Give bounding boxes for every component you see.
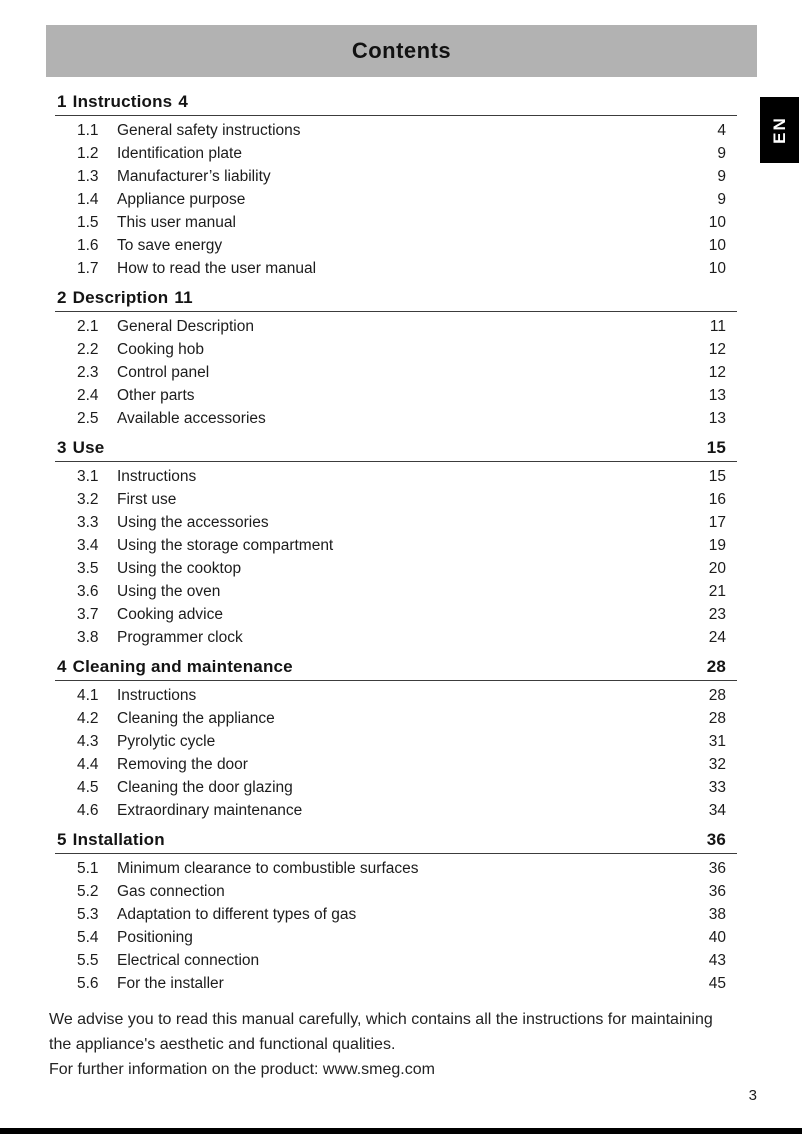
- toc-section-heading: [55, 828, 737, 854]
- toc-entry-number: 1.1: [77, 122, 99, 139]
- toc-entry-title: To save energy: [117, 237, 223, 254]
- toc-entry: [55, 684, 737, 707]
- toc-entry-title: Adaptation to different types of gas: [117, 906, 357, 923]
- toc-entry: [55, 384, 737, 407]
- toc-entry-title: Electrical connection: [117, 952, 260, 969]
- toc-entry: [55, 776, 737, 799]
- toc-entry: [55, 488, 737, 511]
- toc-entry: [55, 338, 737, 361]
- toc-entry-page: 28: [708, 687, 726, 704]
- toc-entry-number: 3.8: [77, 629, 99, 646]
- toc-entry: [55, 165, 737, 188]
- toc-entry-number: 4.1: [77, 687, 99, 704]
- footer-info-text: For further information on the product: www.smeg.com: [49, 1061, 435, 1078]
- toc-section-heading-text: [55, 828, 165, 851]
- toc-section-title: Installation: [72, 830, 165, 849]
- toc-entry-number: 3.2: [77, 491, 99, 508]
- toc-entry-title: Programmer clock: [117, 629, 243, 646]
- toc-entry-number: 1.4: [77, 191, 99, 208]
- toc-entry-title: Appliance purpose: [117, 191, 246, 208]
- toc-entry-page: 16: [708, 491, 726, 508]
- toc-section-title: Instructions: [72, 92, 173, 111]
- toc-entry-number: 3.4: [77, 537, 99, 554]
- toc-entry: [55, 119, 737, 142]
- toc-entry-page: 10: [708, 260, 726, 277]
- toc-section: [55, 436, 737, 649]
- toc-entry-page: 19: [708, 537, 726, 554]
- toc-section-page: 15: [706, 438, 726, 457]
- toc-entry-number: 5.4: [77, 929, 99, 946]
- toc-entry-page: 12: [708, 341, 726, 358]
- toc-entry: [55, 257, 737, 280]
- toc-entry-title: Cleaning the door glazing: [117, 779, 293, 796]
- toc-section-items: [55, 854, 737, 995]
- toc-entry-number: 2.2: [77, 341, 99, 358]
- toc-section-heading: [55, 90, 737, 116]
- toc-entry-page: 36: [708, 860, 726, 877]
- toc-entry-page: 9: [717, 168, 726, 185]
- toc-entry: [55, 361, 737, 384]
- toc-entry-number: 2.4: [77, 387, 99, 404]
- toc-entry-title: General Description: [117, 318, 254, 335]
- toc-entry-page: 43: [708, 952, 726, 969]
- toc-entry-number: 3.3: [77, 514, 99, 531]
- toc-entry-number: 4.2: [77, 710, 99, 727]
- toc-section-title: Use: [72, 438, 105, 457]
- toc-entry-title: Other parts: [117, 387, 195, 404]
- toc-entry-page: 21: [708, 583, 726, 600]
- toc-entry-page: 40: [708, 929, 726, 946]
- toc-section-items: [55, 681, 737, 822]
- toc-entry-page: 4: [717, 122, 726, 139]
- toc-entry: [55, 707, 737, 730]
- toc-section-number: 5: [57, 830, 67, 849]
- toc-section-heading: [55, 286, 737, 312]
- toc-section-items: [55, 462, 737, 649]
- toc-entry-number: 3.6: [77, 583, 99, 600]
- toc-entry-title: Cooking advice: [117, 606, 223, 623]
- toc-entry: [55, 188, 737, 211]
- toc-entry-page: 38: [708, 906, 726, 923]
- toc-entry-number: 4.4: [77, 756, 99, 773]
- toc-entry: [55, 857, 737, 880]
- contents-header-banner: [46, 25, 757, 77]
- toc-entry-page: 13: [708, 387, 726, 404]
- toc-entry: [55, 626, 737, 649]
- toc-entry-page: 12: [708, 364, 726, 381]
- toc-section-page: 4: [178, 92, 188, 111]
- toc-entry-number: 1.3: [77, 168, 99, 185]
- toc-entry: [55, 730, 737, 753]
- toc-entry-number: 3.7: [77, 606, 99, 623]
- toc-section-heading-text: [55, 286, 193, 309]
- toc-section-items: [55, 312, 737, 430]
- toc-entry: [55, 234, 737, 257]
- toc-section-number: 1: [57, 92, 67, 111]
- toc-entry-number: 5.6: [77, 975, 99, 992]
- toc-entry-page: 15: [708, 468, 726, 485]
- toc-entry-page: 23: [708, 606, 726, 623]
- toc-entry-page: 20: [708, 560, 726, 577]
- toc-entry-page: 10: [708, 214, 726, 231]
- toc-entry-title: Using the accessories: [117, 514, 269, 531]
- toc-entry-page: 28: [708, 710, 726, 727]
- toc-entry-number: 1.2: [77, 145, 99, 162]
- toc-entry-number: 1.5: [77, 214, 99, 231]
- toc-section-title: Cleaning and maintenance: [72, 657, 293, 676]
- toc-section-page: 36: [706, 830, 726, 849]
- toc-entry-number: 5.1: [77, 860, 99, 877]
- toc-section-heading: [55, 436, 737, 462]
- toc-entry: [55, 315, 737, 338]
- toc-section-heading-text: [55, 436, 104, 459]
- toc-entry: [55, 603, 737, 626]
- toc-entry: [55, 211, 737, 234]
- toc-entry-title: General safety instructions: [117, 122, 301, 139]
- toc-entry-number: 2.3: [77, 364, 99, 381]
- toc-entry: [55, 142, 737, 165]
- language-tab-label: EN: [769, 116, 789, 144]
- toc-entry-title: Pyrolytic cycle: [117, 733, 216, 750]
- language-tab: [760, 97, 799, 163]
- toc-entry-number: 5.5: [77, 952, 99, 969]
- toc-section-page: 11: [174, 288, 193, 307]
- toc-entry-title: For the installer: [117, 975, 224, 992]
- toc-entry-number: 4.3: [77, 733, 99, 750]
- toc-entry-title: Extraordinary maintenance: [117, 802, 303, 819]
- toc-entry-page: 36: [708, 883, 726, 900]
- toc-entry: [55, 753, 737, 776]
- toc-section-items: [55, 116, 737, 280]
- toc-entry: [55, 580, 737, 603]
- toc-entry-title: Cleaning the appliance: [117, 710, 275, 727]
- page-title: Contents: [351, 38, 452, 63]
- toc-entry-page: 10: [708, 237, 726, 254]
- toc-entry-title: Instructions: [117, 687, 197, 704]
- toc-entry-title: This user manual: [117, 214, 236, 231]
- toc-entry-page: 24: [708, 629, 726, 646]
- toc-section-title: Description: [72, 288, 169, 307]
- toc-entry-title: Positioning: [117, 929, 193, 946]
- toc-entry-title: Using the cooktop: [117, 560, 242, 577]
- toc-entry-title: Manufacturer’s liability: [117, 168, 271, 185]
- footer-advice-text: We advise you to read this manual carefully, which contains all the instructions for maintaining the appliance's aesthetic and functional qualities.: [49, 1011, 713, 1053]
- toc-entry-page: 17: [708, 514, 726, 531]
- toc-entry-number: 1.6: [77, 237, 99, 254]
- toc-entry-number: 5.3: [77, 906, 99, 923]
- toc-entry-title: Cooking hob: [117, 341, 205, 358]
- toc-entry: [55, 949, 737, 972]
- toc-entry-number: 2.5: [77, 410, 99, 427]
- toc-entry-page: 9: [717, 145, 726, 162]
- toc-entry-title: Using the oven: [117, 583, 221, 600]
- toc-entry-page: 11: [709, 318, 726, 335]
- toc-entry-title: Identification plate: [117, 145, 242, 162]
- toc-entry-number: 2.1: [77, 318, 99, 335]
- toc-entry-title: How to read the user manual: [117, 260, 317, 277]
- toc-entry-title: Minimum clearance to combustible surfaces: [117, 860, 419, 877]
- toc-section: [55, 286, 737, 430]
- toc-section: [55, 90, 737, 280]
- toc-entry-title: Using the storage compartment: [117, 537, 334, 554]
- bottom-edge-bar: [0, 1128, 802, 1134]
- toc-entry: [55, 903, 737, 926]
- toc-entry-page: 31: [708, 733, 726, 750]
- toc-entry-title: Available accessories: [117, 410, 266, 427]
- toc-entry-page: 33: [708, 779, 726, 796]
- toc-entry-number: 4.5: [77, 779, 99, 796]
- toc-entry-page: 9: [717, 191, 726, 208]
- toc-entry-page: 32: [708, 756, 726, 773]
- toc-entry: [55, 972, 737, 995]
- toc-entry: [55, 557, 737, 580]
- toc-section-heading-text: [55, 655, 293, 678]
- toc-entry-title: Instructions: [117, 468, 197, 485]
- toc: [55, 90, 737, 1001]
- toc-entry-title: First use: [117, 491, 177, 508]
- toc-section-number: 2: [57, 288, 67, 307]
- toc-entry-title: Removing the door: [117, 756, 248, 773]
- toc-entry-page: 34: [708, 802, 726, 819]
- toc-section-heading-text: [55, 90, 188, 113]
- toc-section-number: 4: [57, 657, 67, 676]
- toc-entry-page: 13: [708, 410, 726, 427]
- footer: [49, 1007, 714, 1082]
- toc-entry: [55, 511, 737, 534]
- toc-entry-title: Control panel: [117, 364, 210, 381]
- toc-entry-title: Gas connection: [117, 883, 225, 900]
- page-number: 3: [748, 1087, 757, 1104]
- toc-entry-page: 45: [708, 975, 726, 992]
- toc-entry: [55, 799, 737, 822]
- toc-entry-number: 5.2: [77, 883, 99, 900]
- toc-entry-number: 4.6: [77, 802, 99, 819]
- toc-entry: [55, 465, 737, 488]
- toc-entry: [55, 407, 737, 430]
- toc-entry: [55, 880, 737, 903]
- toc-section-heading: [55, 655, 737, 681]
- toc-entry-number: 1.7: [77, 260, 99, 277]
- toc-entry: [55, 926, 737, 949]
- toc-section-number: 3: [57, 438, 67, 457]
- toc-section: [55, 655, 737, 822]
- toc-section: [55, 828, 737, 995]
- toc-entry-number: 3.1: [77, 468, 99, 485]
- toc-section-page: 28: [706, 657, 726, 676]
- toc-entry-number: 3.5: [77, 560, 99, 577]
- toc-entry: [55, 534, 737, 557]
